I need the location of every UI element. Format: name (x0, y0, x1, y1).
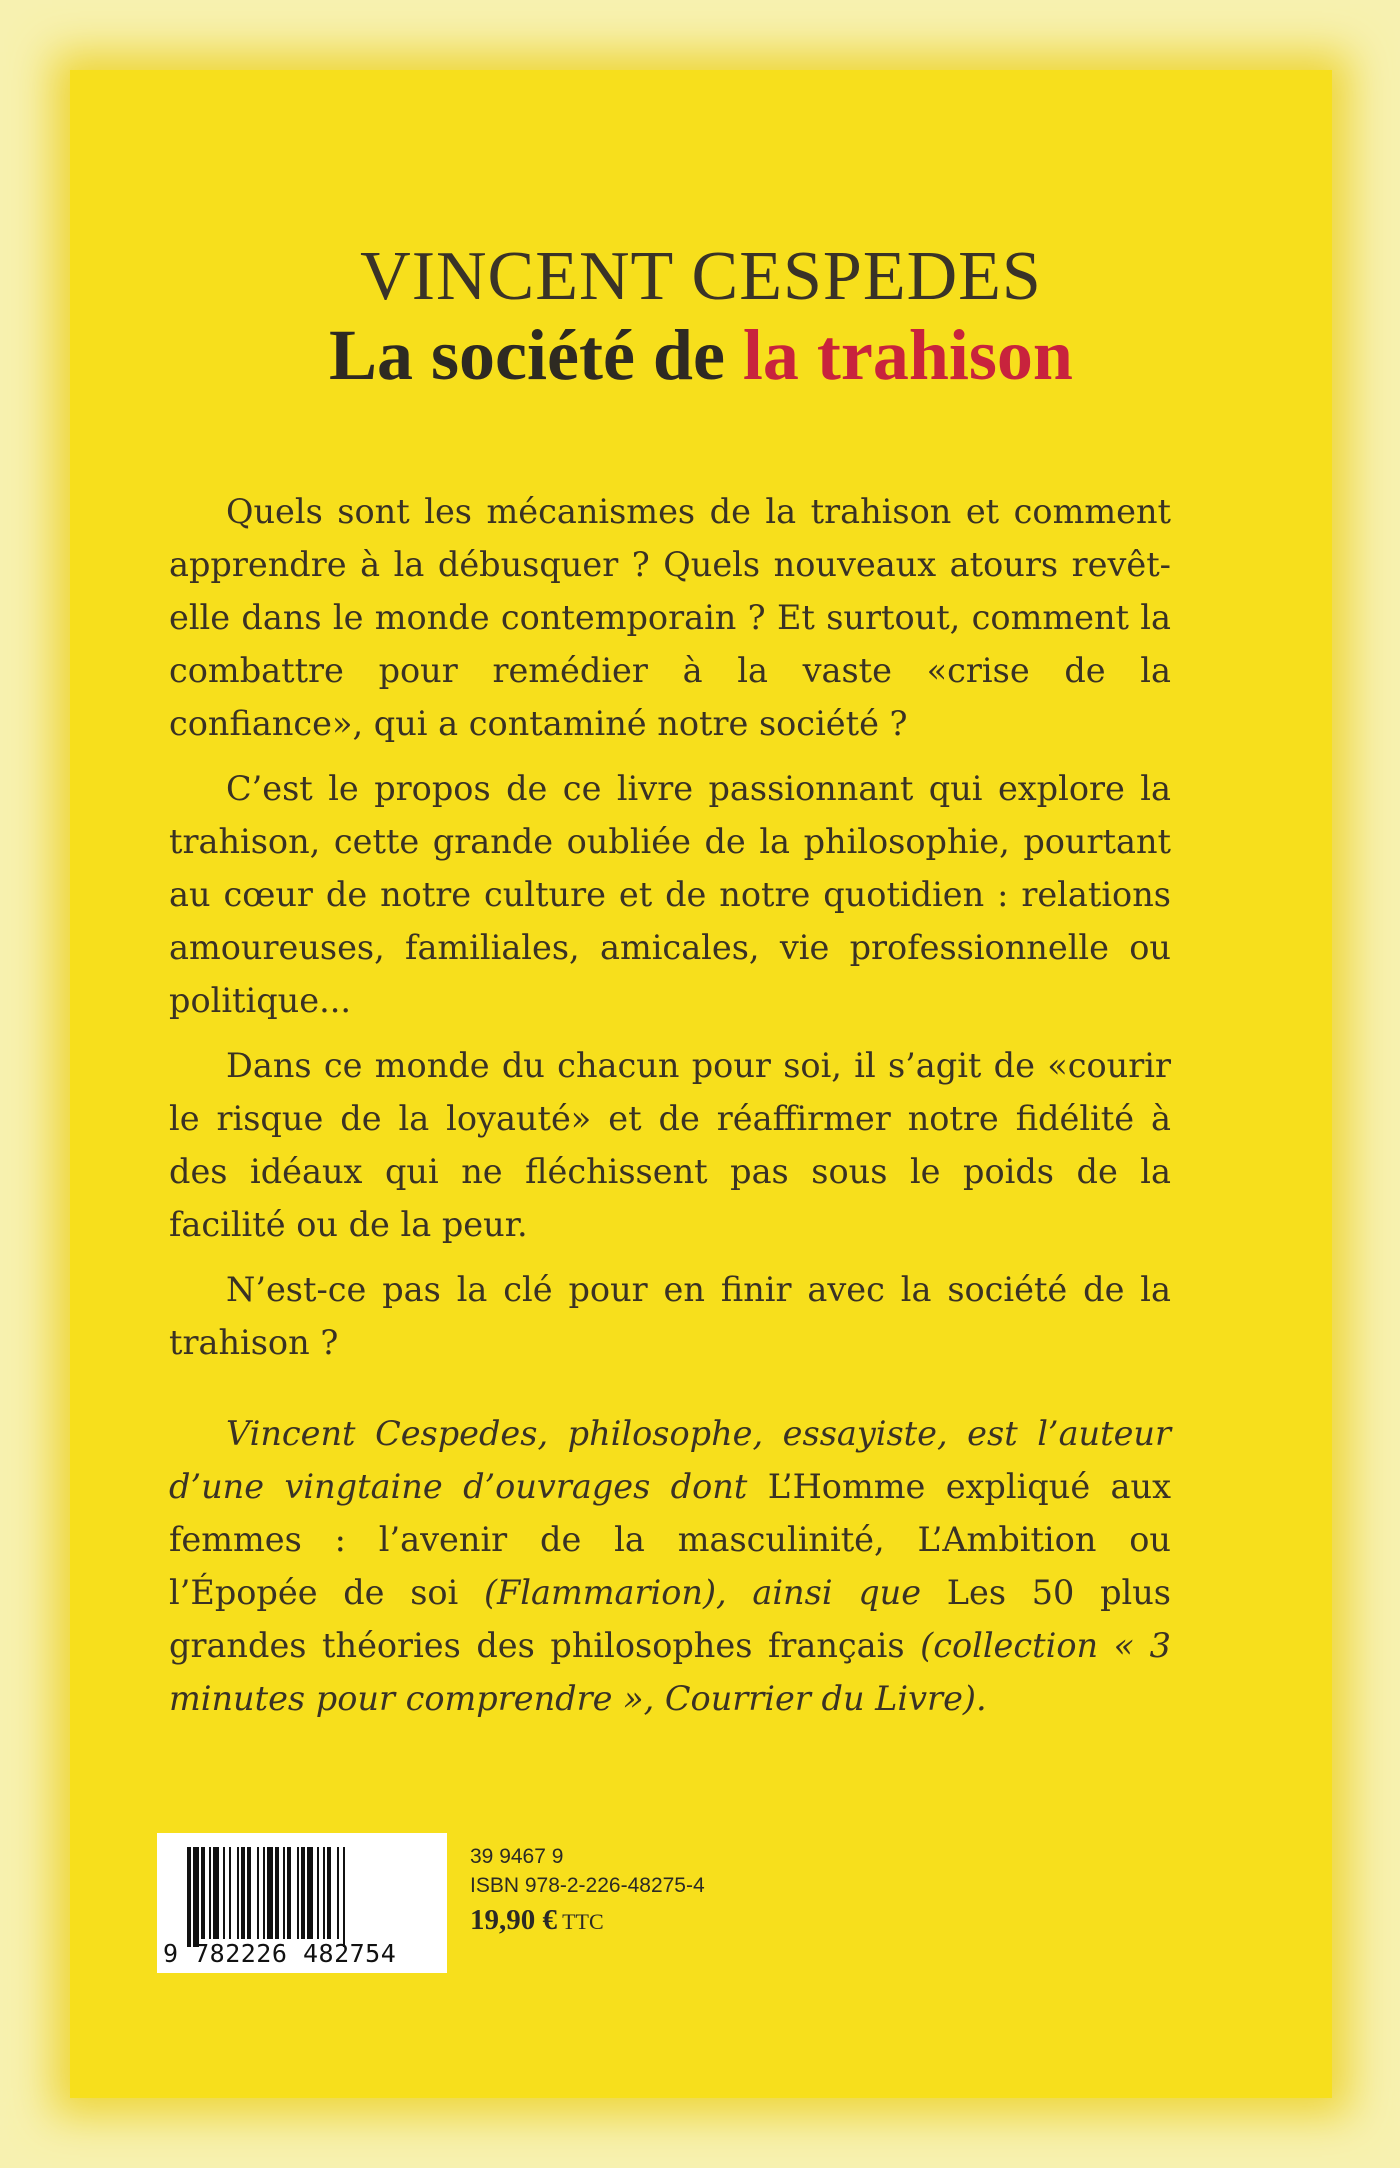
price-ttc: TTC (557, 1909, 604, 1934)
barcode-bar (297, 1847, 299, 1939)
blurb-paragraph-4: N’est-ce pas la clé pour en finir avec la société de la trahison ? (169, 1270, 1171, 1362)
book-title (70, 316, 1332, 395)
barcode-bar (201, 1847, 205, 1939)
barcode-bar (317, 1847, 319, 1939)
barcode-bar (209, 1847, 211, 1939)
barcode-bar (283, 1847, 285, 1939)
barcode-bar (247, 1847, 251, 1939)
isbn: ISBN 978-2-226-48275-4 (470, 1874, 705, 1897)
blurb-paragraph-2: C’est le propos de ce livre passionnant qui explore la trahison, cette grande oubliée de la philosophie, pourtant au cœur de notre culture et de notre quotidien : relations amoureuses, familiales, amicales, vie professionnelle ou politique... (169, 769, 1171, 1020)
barcode-bar (237, 1847, 239, 1939)
author-bio (169, 1407, 1171, 1725)
blurb (169, 485, 1171, 1737)
barcode-bar (287, 1847, 291, 1939)
barcode-bar (327, 1847, 331, 1939)
barcode-bar (263, 1847, 265, 1939)
cover-header (70, 240, 1332, 395)
barcode-bar (257, 1847, 259, 1939)
bio-text-1: Vincent Cespedes, philosophe, essayiste, est l’auteur d’une vingtaine d’ouvrages dont (169, 1414, 1171, 1506)
barcode-bar (223, 1847, 225, 1939)
barcode-bar (213, 1847, 219, 1939)
bio-text-4: Les 50 plus grandes théories des philosophes français (169, 1573, 1171, 1665)
barcode-bar (241, 1847, 245, 1939)
book-info (470, 1842, 705, 1937)
barcode-bars (187, 1847, 437, 1939)
barcode-bar (229, 1847, 231, 1939)
barcode-bar (307, 1847, 313, 1939)
barcode-bar (301, 1847, 305, 1939)
title-part-2: la trahison (742, 314, 1073, 395)
barcode-bar (193, 1847, 199, 1947)
book-back-cover (70, 70, 1332, 2098)
title-part-1: La société de (329, 314, 743, 395)
barcode-bar (323, 1847, 325, 1939)
price (470, 1904, 705, 1937)
bio-text-3: (Flammarion), ainsi que (483, 1573, 947, 1612)
bio-text-5: (collection « 3 minutes pour comprendre », Courrier du Livre). (169, 1626, 1171, 1718)
author-name: VINCENT CESPEDES (360, 238, 1042, 315)
blurb-paragraph-1: Quels sont les mécanismes de la trahison et comment apprendre à la débusquer ? Quels nouveaux atours revêt-elle dans le monde contemporain ? Et surtout, comment la combattre pour remédier à la vaste «crise de la confiance», qui a contaminé notre société ? (169, 492, 1171, 743)
barcode-bar (275, 1847, 279, 1939)
bio-text-2: L’Homme expliqué aux femmes : l’avenir de la masculinité, L’Ambition ou l’Épopée de soi (169, 1467, 1171, 1612)
barcode-bar (337, 1847, 339, 1939)
blurb-paragraph-3: Dans ce monde du chacun pour soi, il s’agit de «courir le risque de la loyauté» et de réaffirmer notre fidélité à des idéaux qui ne fléchissent pas sous le poids de la facilité ou de la peur. (169, 1046, 1171, 1244)
barcode-bar (343, 1847, 345, 1947)
product-code: 39 9467 9 (470, 1845, 564, 1868)
barcode (157, 1833, 447, 1973)
barcode-bar (267, 1847, 273, 1939)
price-value: 19,90 € (470, 1904, 557, 1936)
barcode-bar (187, 1847, 191, 1947)
barcode-digits: 9 782226 482754 (163, 1939, 397, 1968)
